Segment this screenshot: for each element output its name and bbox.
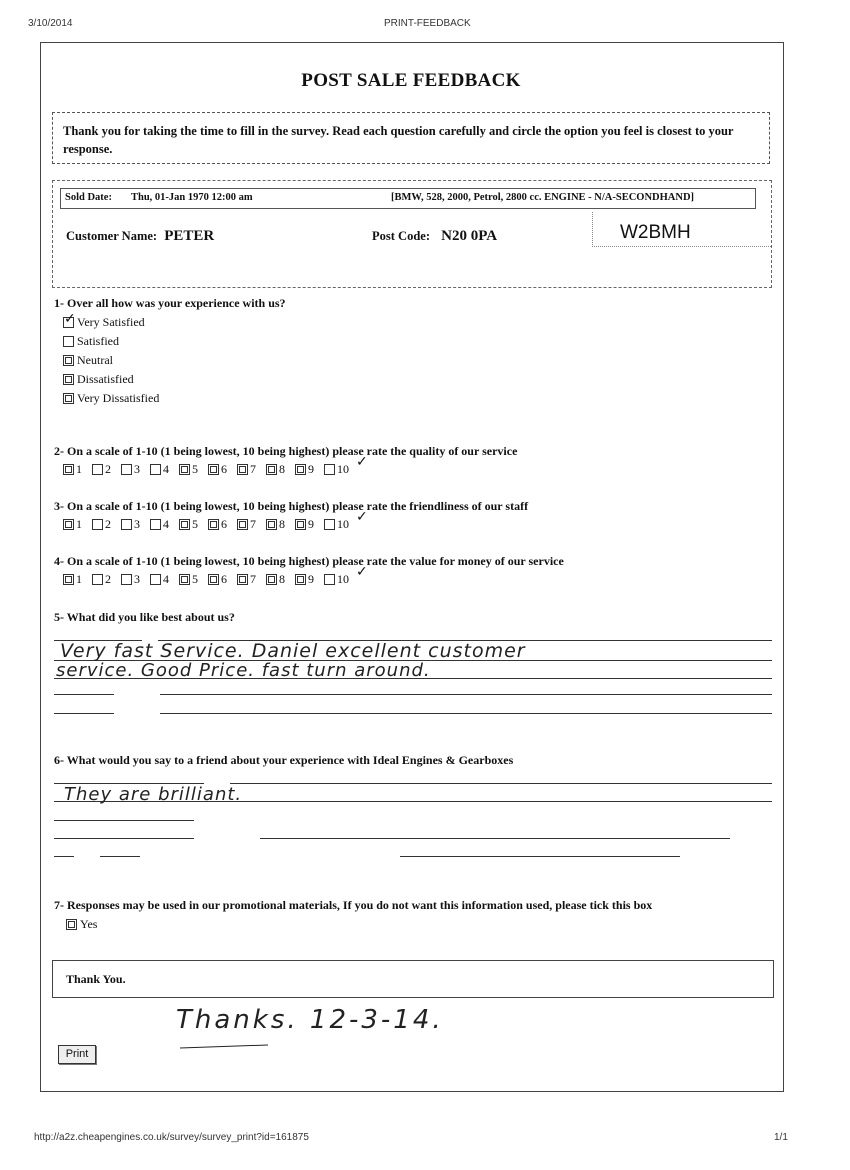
checkbox-icon[interactable] [66, 919, 77, 930]
sold-date-label: Sold Date: [65, 192, 112, 203]
checkbox-icon[interactable] [150, 519, 161, 530]
question-5: 5- What did you like best about us? [54, 610, 235, 624]
checkbox-icon[interactable] [63, 519, 74, 530]
checkmark-icon: ✓ [356, 509, 368, 525]
q4-option-9[interactable]: 9 [295, 572, 314, 587]
q3-option-1[interactable]: 1 [63, 517, 82, 532]
checkbox-icon[interactable] [121, 574, 132, 585]
checkmark-icon: ✓ [356, 564, 368, 580]
checkbox-icon[interactable] [150, 574, 161, 585]
answer-line [54, 694, 114, 695]
question-6: 6- What would you say to a friend about your experience with Ideal Engines & Gearboxes [54, 753, 514, 767]
q5-answer-line-2: service. Good Price. fast turn around. [56, 660, 431, 681]
question-1: 1- Over all how was your experience with us? [54, 296, 286, 310]
q4-option-7[interactable]: 7 [237, 572, 256, 587]
checkbox-icon[interactable] [295, 464, 306, 475]
checkbox-icon[interactable] [324, 574, 335, 585]
customer-name-value: PETER [164, 228, 215, 244]
page-url: http://a2z.cheapengines.co.uk/survey/survey_print?id=161875 [34, 1132, 309, 1143]
registration-value: W2BMH [620, 222, 691, 243]
q4-option-4[interactable]: 4 [150, 572, 169, 587]
q2-option-8[interactable]: 8 [266, 462, 285, 477]
q4-option-10[interactable]: 10 [324, 572, 349, 587]
sold-date-value: Thu, 01-Jan 1970 12:00 am [131, 192, 253, 203]
checkbox-icon[interactable] [121, 519, 132, 530]
q1-option-very-satisfied[interactable]: Very Satisfied [63, 315, 145, 330]
q3-option-6[interactable]: 6 [208, 517, 227, 532]
form-title: POST SALE FEEDBACK [301, 70, 521, 91]
q3-option-4[interactable]: 4 [150, 517, 169, 532]
checkbox-icon[interactable] [237, 574, 248, 585]
checkbox-icon[interactable] [266, 574, 277, 585]
checkbox-icon[interactable] [295, 574, 306, 585]
q1-option-neutral[interactable]: Neutral [63, 353, 113, 368]
q2-option-3[interactable]: 3 [121, 462, 140, 477]
q6-answer: They are brilliant. [64, 784, 243, 805]
print-button[interactable]: Print [58, 1045, 96, 1064]
post-code-label: Post Code: [372, 229, 430, 243]
q3-option-5[interactable]: 5 [179, 517, 198, 532]
question-7: 7- Responses may be used in our promotional materials, If you do not want this information used, please tick this box [54, 898, 653, 912]
print-title: PRINT-FEEDBACK [384, 18, 471, 29]
vehicle-details: [BMW, 528, 2000, Petrol, 2800 cc. ENGINE - N/A-SECONDHAND] [391, 192, 695, 203]
checkbox-icon[interactable] [63, 374, 74, 385]
q1-option-satisfied[interactable]: Satisfied [63, 334, 119, 349]
answer-line [160, 694, 772, 695]
q4-option-2[interactable]: 2 [92, 572, 111, 587]
post-code-value: N20 0PA [441, 228, 498, 244]
answer-line [54, 838, 194, 839]
checkbox-icon[interactable] [63, 464, 74, 475]
print-date: 3/10/2014 [28, 18, 73, 29]
checkmark-icon: ✓ [64, 311, 76, 327]
q1-option-dissatisfied[interactable]: Dissatisfied [63, 372, 134, 387]
checkbox-icon[interactable] [179, 574, 190, 585]
q2-option-2[interactable]: 2 [92, 462, 111, 477]
q4-option-3[interactable]: 3 [121, 572, 140, 587]
customer-name-label: Customer Name: [66, 229, 158, 243]
thank-you-box [52, 960, 774, 998]
answer-line [400, 856, 680, 857]
q5-answer-line-1: Very fast Service. Daniel excellent customer [60, 640, 526, 662]
answer-line [54, 820, 194, 821]
q2-option-1[interactable]: 1 [63, 462, 82, 477]
checkbox-icon[interactable] [324, 464, 335, 475]
checkmark-icon: ✓ [356, 454, 368, 470]
q4-option-8[interactable]: 8 [266, 572, 285, 587]
q4-option-5[interactable]: 5 [179, 572, 198, 587]
answer-line [260, 838, 730, 839]
checkbox-icon[interactable] [208, 574, 219, 585]
thank-you-text: Thank You. [66, 972, 126, 986]
checkbox-icon[interactable] [324, 519, 335, 530]
checkbox-icon[interactable] [121, 464, 132, 475]
q2-option-7[interactable]: 7 [237, 462, 256, 477]
checkbox-icon[interactable] [237, 464, 248, 475]
q3-option-7[interactable]: 7 [237, 517, 256, 532]
q2-option-5[interactable]: 5 [179, 462, 198, 477]
checkbox-icon[interactable] [266, 519, 277, 530]
checkbox-icon[interactable] [208, 464, 219, 475]
answer-line [54, 713, 114, 714]
q2-option-6[interactable]: 6 [208, 462, 227, 477]
q3-option-2[interactable]: 2 [92, 517, 111, 532]
checkbox-icon[interactable] [92, 574, 103, 585]
checkbox-icon[interactable] [208, 519, 219, 530]
question-4: 4- On a scale of 1-10 (1 being lowest, 10 being highest) please rate the value for money of our service [54, 554, 564, 568]
q1-option-very-dissatisfied[interactable]: Very Dissatisfied [63, 391, 159, 406]
answer-line [160, 713, 772, 714]
checkbox-icon[interactable] [92, 519, 103, 530]
answer-line [54, 856, 74, 857]
checkbox-icon[interactable] [266, 464, 277, 475]
checkbox-icon[interactable] [63, 393, 74, 404]
q2-option-4[interactable]: 4 [150, 462, 169, 477]
checkbox-icon[interactable] [150, 464, 161, 475]
q3-scale [63, 517, 349, 532]
q3-option-10[interactable]: 10 [324, 517, 349, 532]
checkbox-icon[interactable] [92, 464, 103, 475]
question-3: 3- On a scale of 1-10 (1 being lowest, 10 being highest) please rate the friendliness of our staff [54, 499, 529, 513]
page-number: 1/1 [774, 1132, 788, 1143]
answer-line [100, 856, 140, 857]
handwritten-note: Thanks. 12-3-14. [176, 1005, 444, 1035]
q4-scale [63, 572, 349, 587]
q3-option-8[interactable]: 8 [266, 517, 285, 532]
checkbox-icon[interactable] [63, 355, 74, 366]
post-code-row [372, 228, 497, 245]
q2-scale [63, 462, 349, 477]
customer-name-row [66, 228, 214, 245]
q7-option-yes[interactable]: Yes [66, 917, 97, 932]
checkbox-icon[interactable] [295, 519, 306, 530]
q4-option-6[interactable]: 6 [208, 572, 227, 587]
checkbox-icon[interactable] [63, 336, 74, 347]
q2-option-9[interactable]: 9 [295, 462, 314, 477]
checkbox-icon[interactable] [63, 574, 74, 585]
question-2: 2- On a scale of 1-10 (1 being lowest, 10 being highest) please rate the quality of our service [54, 444, 518, 458]
intro-text: Thank you for taking the time to fill in the survey. Read each question carefully and circle the option you feel is closest to your response. [52, 112, 770, 164]
checkbox-icon[interactable] [237, 519, 248, 530]
checkbox-icon[interactable] [179, 464, 190, 475]
q4-option-1[interactable]: 1 [63, 572, 82, 587]
checkbox-icon[interactable] [179, 519, 190, 530]
q2-option-10[interactable]: 10 [324, 462, 349, 477]
q3-option-3[interactable]: 3 [121, 517, 140, 532]
sold-date-row [60, 188, 756, 209]
answer-line [230, 783, 772, 784]
q3-option-9[interactable]: 9 [295, 517, 314, 532]
